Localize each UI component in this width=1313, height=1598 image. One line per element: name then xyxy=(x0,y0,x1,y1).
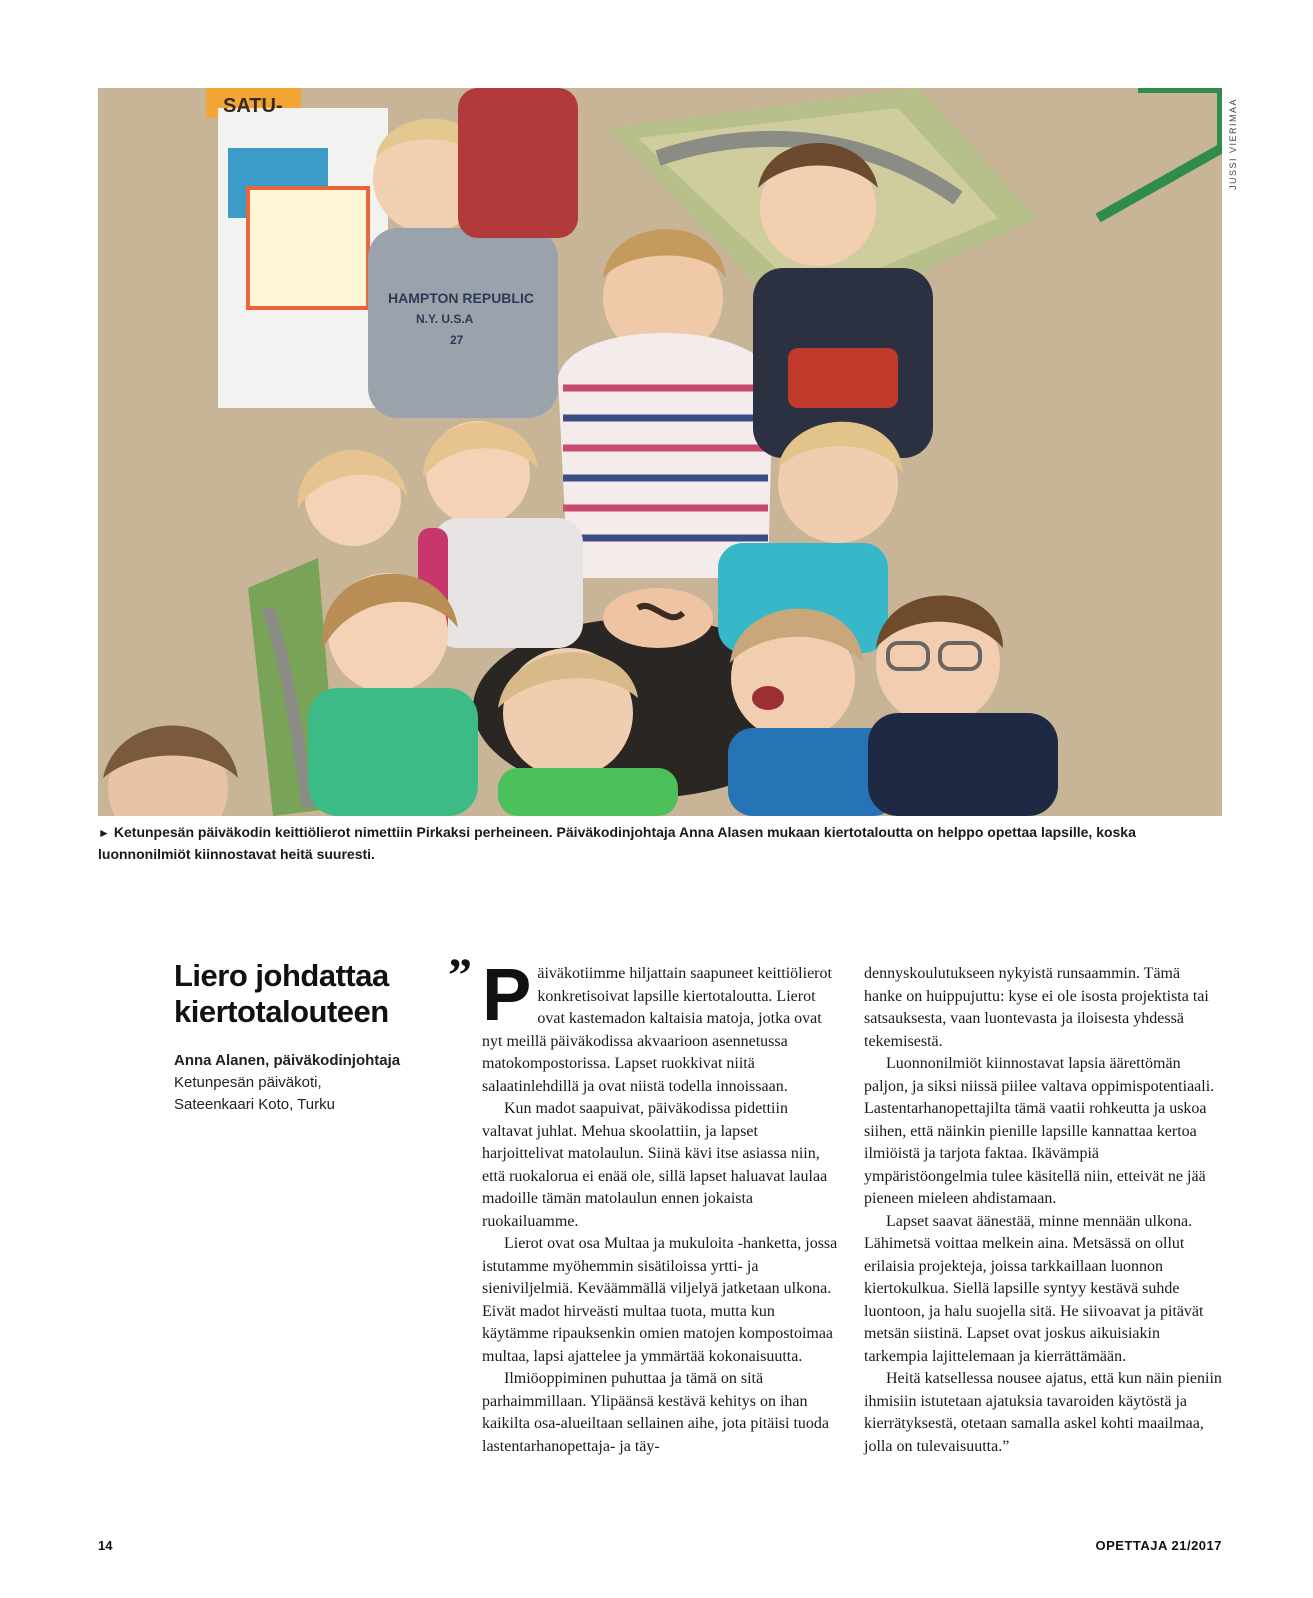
author-org-1: Ketunpesän päiväkoti, xyxy=(174,1074,322,1091)
paragraph: Luonnonilmiöt kiinnostavat lapsia äärettömän paljon, ja siksi niissä piilee valtava oppimispotentiaali. Lastentarhanopettajilta tämä vaatii rohkeutta ja uskoa siihen, että näinkin pienille lapsille kannattaa kertoa ilmiöistä ja tarjota faktaa. Ikävämpiä ympäristöongelmia tulee käsitellä niin, etteivät ne jää pieneen mieleen ahdistamaan. xyxy=(864,1055,1215,1207)
publication-info: OPETTAJA 21/2017 xyxy=(1095,1538,1222,1553)
shirt-text-1: HAMPTON REPUBLIC xyxy=(388,290,534,306)
caption-text: Ketunpesän päiväkodin keittiölierot nimettiin Pirkaksi perheineen. Päiväkodinjohtaja Anna Alasen mukaan kiertotaloutta on helppo opettaa lapsille, koska luonnonilmiöt kiinnostavat heitä suuresti. xyxy=(98,824,1136,862)
paragraph: Ilmiöoppiminen puhuttaa ja tämä on sitä parhaimmillaan. Ylipäänsä kestävä kehitys on ihan kaikilta osa-alueiltaan sellainen aihe, jota pitäisi tuoda lastentarhanopettaja- ja täy- xyxy=(482,1370,829,1455)
paragraph: Heitä katsellessa nousee ajatus, että kun näin pieniin ihmisiin istutetaan ajatuksia tavaroiden käytöstä ja kierrätyksestä, otetaan samalla askel kohti maailmaa, jolla on tulevaisuutta.” xyxy=(864,1370,1222,1455)
paragraph: Lapset saavat äänestää, minne mennään ulkona. Lähimetsä voittaa melkein aina. Metsässä on ollut erilaisia projekteja, joissa tarkkaillaan luonnon kiertokulkua. Siellä lapsille syntyy kestävä suhde luontoon, ja halu suojella sitä. He siivoavat ja pitävät metsän siistinä. Lapset ovat joskus aikuisiakin tarkempia lajittelemaan ja kierrättämään. xyxy=(864,1212,1204,1365)
headline-line-1: Liero johdattaa xyxy=(174,958,389,993)
author-byline xyxy=(174,1050,454,1116)
author-org-2: Sateenkaari Koto, Turku xyxy=(174,1096,335,1113)
article-column-1 xyxy=(482,953,840,1458)
shirt-text-2: N.Y. U.S.A xyxy=(416,312,474,326)
quote-mark: ” xyxy=(448,949,472,1002)
paragraph: Lierot ovat osa Multaa ja mukuloita -hanketta, jossa istutamme myöhemmin sisätiloissa yrtti- ja sieniviljelmiä. Keväämmällä viljelyä jatketaan ulkona. Eivät madot hirveästi multaa tuota, mutta kun käytämme ripauksenkin omien matojen kompostoimaa multaa, lapsi ajattelee ja ymmärtää kokonaisuutta. xyxy=(482,1235,838,1365)
author-name: Anna Alanen, päiväkodinjohtaja xyxy=(174,1052,401,1069)
photo-illustration xyxy=(98,88,1222,816)
photo-caption xyxy=(98,822,1218,865)
paragraph: Kun madot saapuivat, päiväkodissa pidettiin valtavat juhlat. Mehua skoolattiin, ja lapset harjoittelivat matolaulun. Siinä kävi itse asiassa niin, että ruokalorua ei enää ole, sillä lapset haluavat laulaa madoille tämän matolaulun ennen jokaista ruokailuamme. xyxy=(482,1100,828,1230)
paragraph: dennyskoulutukseen nykyistä runsaammin. Tämä hanke on huippujuttu: kyse ei ole isosta projektista tai satsauksesta, vaan luontevasta ja iloisesta yhdessä tekemisestä. xyxy=(864,965,1209,1050)
caption-arrow-icon: ► xyxy=(98,826,110,840)
paragraph: Päiväkotiimme hiljattain saapuneet keittiölierot konkretisoivat lapsille kiertotaloutta. Lierot ovat kastemadon kaltaisia matoja, jotka ovat nyt meillä päiväkodissa akvaarioon asennetussa matokompostorissa. Lapset ruokkivat niitä salaatinlehdillä ja ovat niistä todella innoissaan. xyxy=(482,953,832,1095)
article-column-2 xyxy=(864,963,1222,1458)
article-headline xyxy=(174,958,444,1030)
article-photo xyxy=(98,88,1222,816)
headline-line-2: kiertotalouteen xyxy=(174,994,389,1029)
photo-credit: JUSSI VIERIMAA xyxy=(1228,97,1238,190)
sign-text: SATU- xyxy=(223,95,283,117)
page-number: 14 xyxy=(98,1538,113,1553)
shirt-text-3: 27 xyxy=(450,333,464,347)
drop-cap: P xyxy=(482,953,532,1036)
